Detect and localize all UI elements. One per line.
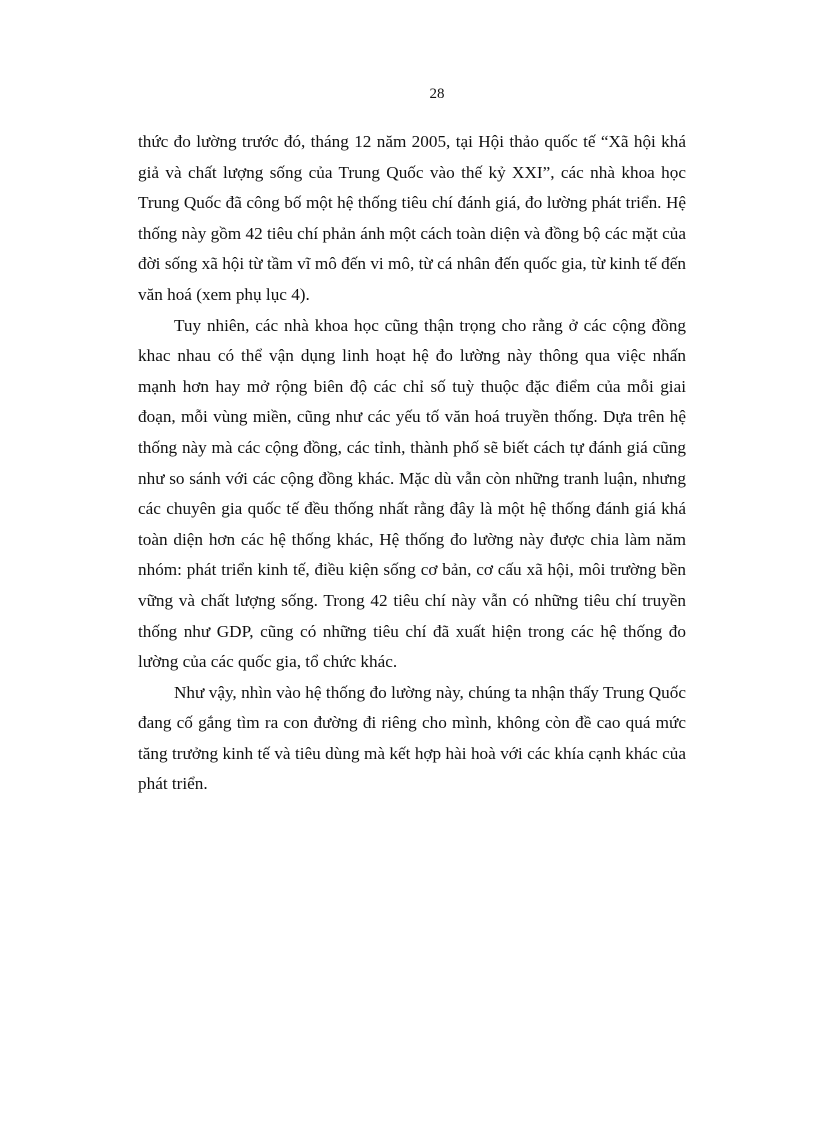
page-number: 28 xyxy=(429,86,445,102)
paragraph-3: Như vậy, nhìn vào hệ thống đo lường này, chúng ta nhận thấy Trung Quốc đang cố gắng tìm ra con đường đi riêng cho mình, không còn đề cao quá mức tăng trưởng kinh tế và tiêu dùng mà kết hợp hài hoà với các khía cạnh khác của phát triển. xyxy=(138,682,686,794)
paragraph-1: thức đo lường trước đó, tháng 12 năm 2005, tại Hội thảo quốc tế “Xã hội khá giả và chất lượng sống của Trung Quốc vào thế kỷ XXI”, các nhà khoa học Trung Quốc đã công bố một hệ thống tiêu chí đánh giá, đo lường phát triển. Hệ thống này gồm 42 tiêu chí phản ánh một cách toàn diện và đồng bộ các mặt của đời sống xã hội từ tầm vĩ mô đến vi mô, từ cá nhân đến quốc gia, từ kinh tế đến văn hoá (xem phụ lục 4). xyxy=(138,132,686,304)
paragraph-2: Tuy nhiên, các nhà khoa học cũng thận trọng cho rằng ở các cộng đồng khac nhau có thể vận dụng linh hoạt hệ đo lường này thông qua việc nhấn mạnh hơn hay mở rộng biên độ các chỉ số tuỳ thuộc đặc điểm của mỗi giai đoạn, mỗi vùng miền, cũng như các yếu tố văn hoá truyền thống. Dựa trên hệ thống này mà các cộng đồng, các tỉnh, thành phố sẽ biết cách tự đánh giá cũng như so sánh với các cộng đồng khác. Mặc dù vẫn còn những tranh luận, nhưng các chuyên gia quốc tế đều thống nhất rằng đây là một hệ thống đánh giá khá toàn diện hơn các hệ thống khác, Hệ thống đo lường này được chia làm năm nhóm: phát triển kinh tế, điều kiện sống cơ bản, cơ cấu xã hội, môi trường bền vững và chất lượng sống. Trong 42 tiêu chí này vẫn có những tiêu chí truyền thống như GDP, cũng có những tiêu chí đã xuất hiện trong các hệ thống đo lường của các quốc gia, tổ chức khác. xyxy=(138,315,686,672)
body-text xyxy=(138,127,686,800)
